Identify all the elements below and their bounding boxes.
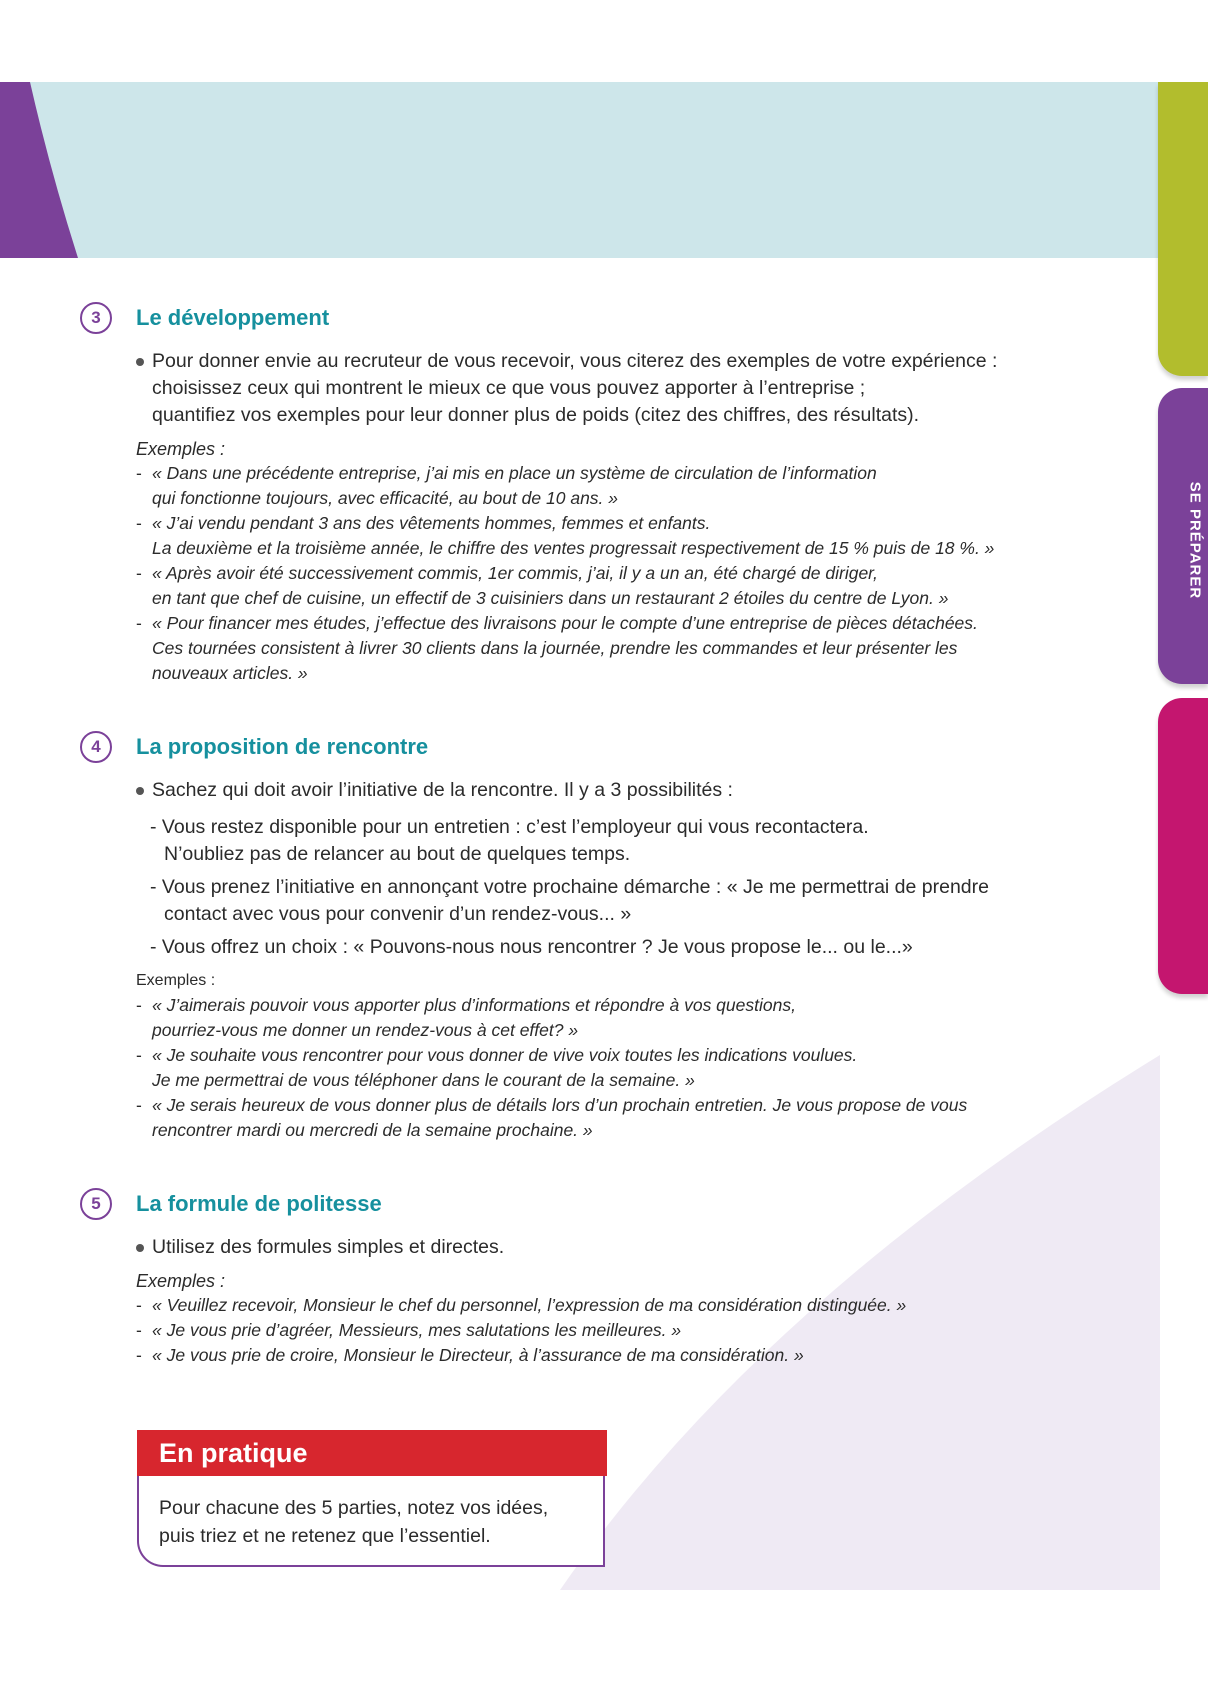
bullet-text: Sachez qui doit avoir l’initiative de la rencontre. Il y a 3 possibilités : <box>136 777 1080 804</box>
bullet-text: Utilisez des formules simples et directes. <box>136 1234 1080 1261</box>
example-item: - « Je vous prie de croire, Monsieur le Directeur, à l’assurance de ma considération. » <box>136 1343 1080 1368</box>
example-item: - « Je serais heureux de vous donner plus de détails lors d’un prochain entretien. Je vous propose de vous rencontrer mardi ou mercredi de la semaine prochaine. » <box>136 1093 1080 1143</box>
examples-label: Exemples : <box>136 439 226 459</box>
section-developpement <box>80 298 1080 686</box>
possibility-item: - Vous offrez un choix : « Pouvons-nous nous rencontrer ? Je vous propose le... ou le...» <box>150 936 913 958</box>
example-item: - « Après avoir été successivement commis, 1er commis, j’ai, il y a un an, été chargé de diriger, en tant que chef de cuisine, un effectif de 3 cuisiniers dans un restaurant 2 étoiles du centre de Lyon. » <box>136 561 1080 611</box>
examples-list <box>136 1293 1080 1368</box>
possibility-item: - Vous restez disponible pour un entretien : c’est l’employeur qui vous recontactera. N’oubliez pas de relancer au bout de quelques temps. <box>150 816 869 865</box>
example-item: - « Je souhaite vous rencontrer pour vous donner de vive voix toutes les indications voulues. Je me permettrai de vous téléphoner dans le courant de la semaine. » <box>136 1043 1080 1093</box>
possibilities-list <box>150 814 1080 961</box>
section-number: 5 <box>80 1188 112 1220</box>
examples-label: Exemples : <box>136 1271 226 1291</box>
practice-box <box>137 1430 605 1567</box>
bullet-dot <box>136 1244 144 1252</box>
section-number: 4 <box>80 731 112 763</box>
bullet-dot <box>136 787 144 795</box>
example-item: - « Dans une précédente entreprise, j’ai mis en place un système de circulation de l’information qui fonctionne toujours, avec efficacité, au bout de 10 ans. » <box>136 461 1080 511</box>
examples-list <box>136 993 1080 1143</box>
section-title: La proposition de rencontre <box>136 734 429 759</box>
possibility-item: - Vous prenez l’initiative en annonçant votre prochaine démarche : « Je me permettrai de prendre contact avec vous pour convenir d’un rendez-vous... » <box>150 876 989 925</box>
section-title: La formule de politesse <box>136 1191 382 1216</box>
practice-title: En pratique <box>137 1430 607 1476</box>
side-tab-label: SE PRÉPARER <box>1186 481 1204 600</box>
side-tab-lime[interactable] <box>1158 82 1208 376</box>
side-tab-magenta[interactable] <box>1158 698 1208 994</box>
bullet-dot <box>136 358 144 366</box>
section-formule-politesse <box>80 1184 1080 1368</box>
bullet-text: Pour donner envie au recruteur de vous recevoir, vous citerez des exemples de votre expérience : choisissez ceux qui montrent le mieux ce que vous pouvez apporter à l’entreprise ; quantifiez vos exemples pour leur donner plus de poids (citez des chiffres, des résultats). <box>136 348 1080 429</box>
examples-list <box>136 461 1080 686</box>
section-proposition-rencontre <box>80 727 1080 1143</box>
example-item: - « Je vous prie d’agréer, Messieurs, mes salutations les meilleures. » <box>136 1318 1080 1343</box>
section-title: Le développement <box>136 305 330 330</box>
example-item: - « J’ai vendu pendant 3 ans des vêtements hommes, femmes et enfants. La deuxième et la troisième année, le chiffre des ventes progressait respectivement de 15 % puis de 18 %. » <box>136 511 1080 561</box>
example-item: - « Veuillez recevoir, Monsieur le chef du personnel, l’expression de ma considération distinguée. » <box>136 1293 1080 1318</box>
practice-text: Pour chacune des 5 parties, notez vos idées, puis triez et ne retenez que l’essentiel. <box>159 1497 549 1547</box>
example-item: - « J’aimerais pouvoir vous apporter plus d’informations et répondre à vos questions, pourriez-vous me donner un rendez-vous à cet effet? » <box>136 993 1080 1043</box>
section-number: 3 <box>80 302 112 334</box>
example-item: - « Pour financer mes études, j’effectue des livraisons pour le compte d’une entreprise de pièces détachées. Ces tournées consistent à livrer 30 clients dans la journée, prendre les commandes et leur présenter les nouveaux articles. » <box>136 611 1080 686</box>
examples-label: Exemples : <box>136 972 216 989</box>
